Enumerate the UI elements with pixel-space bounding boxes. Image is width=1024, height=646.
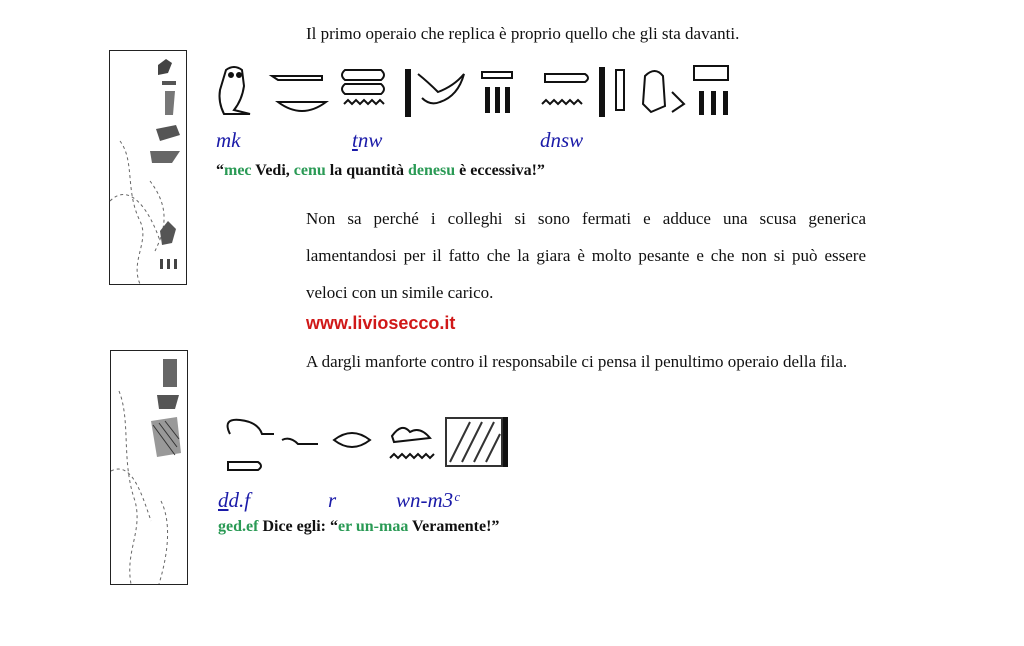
translit-r: r	[328, 488, 337, 512]
translit-ddf	[218, 488, 250, 513]
translation-quote-1	[216, 162, 545, 180]
translit-tnw-rest: nw	[357, 128, 383, 152]
phonetic-cenu: cenu	[293, 162, 326, 179]
quote-text-5: Veramente!”	[408, 518, 500, 535]
phonetic-er-un-maa: er un-maa	[337, 518, 409, 535]
translit-tnw-underlined: t	[352, 128, 358, 152]
relief-thumbnail-1	[109, 50, 187, 285]
intro-sentence: Il primo operaio che replica è proprio quello che gli sta davanti.	[306, 24, 740, 43]
relief-sketch-1	[110, 51, 186, 284]
relief-thumbnail-2	[110, 350, 188, 585]
translation-quote-2	[218, 518, 499, 536]
paragraph-2: A dargli manforte contro il responsabile ci pensa il penultimo operaio della fila.	[306, 352, 848, 371]
quote-open-mark: “	[216, 162, 224, 179]
translit-tnw	[352, 128, 382, 153]
phonetic-ged-ef: ged.ef	[218, 518, 259, 535]
translit-wn-m3: wn-m3ᶜ	[396, 488, 459, 512]
translit-ddf-rest: d.f	[228, 488, 251, 512]
paragraph-1: Non sa perché i colleghi si sono fermati e adduce una scusa generica lamentandosi per il fatto che la giara è molto pesante e che non si può essere veloci con un simile carico.	[306, 209, 866, 302]
translit-ddf-underlined: d	[218, 488, 229, 512]
phonetic-denesu: denesu	[408, 162, 456, 179]
quote-text-2: la quantità	[325, 162, 409, 179]
hieroglyph-row-2	[220, 414, 520, 474]
quote-text-3: è eccessiva!”	[455, 162, 545, 179]
relief-sketch-2	[111, 351, 187, 584]
quote-text-4: Dice egli: “	[258, 518, 338, 535]
hieroglyph-row-1	[220, 62, 745, 122]
translit-dnsw: dnsw	[540, 128, 584, 152]
phonetic-mec: mec	[224, 162, 252, 179]
quote-text-1: Vedi,	[251, 162, 294, 179]
website-link[interactable]: www.liviosecco.it	[306, 313, 456, 333]
translit-mk: mk	[216, 128, 241, 152]
